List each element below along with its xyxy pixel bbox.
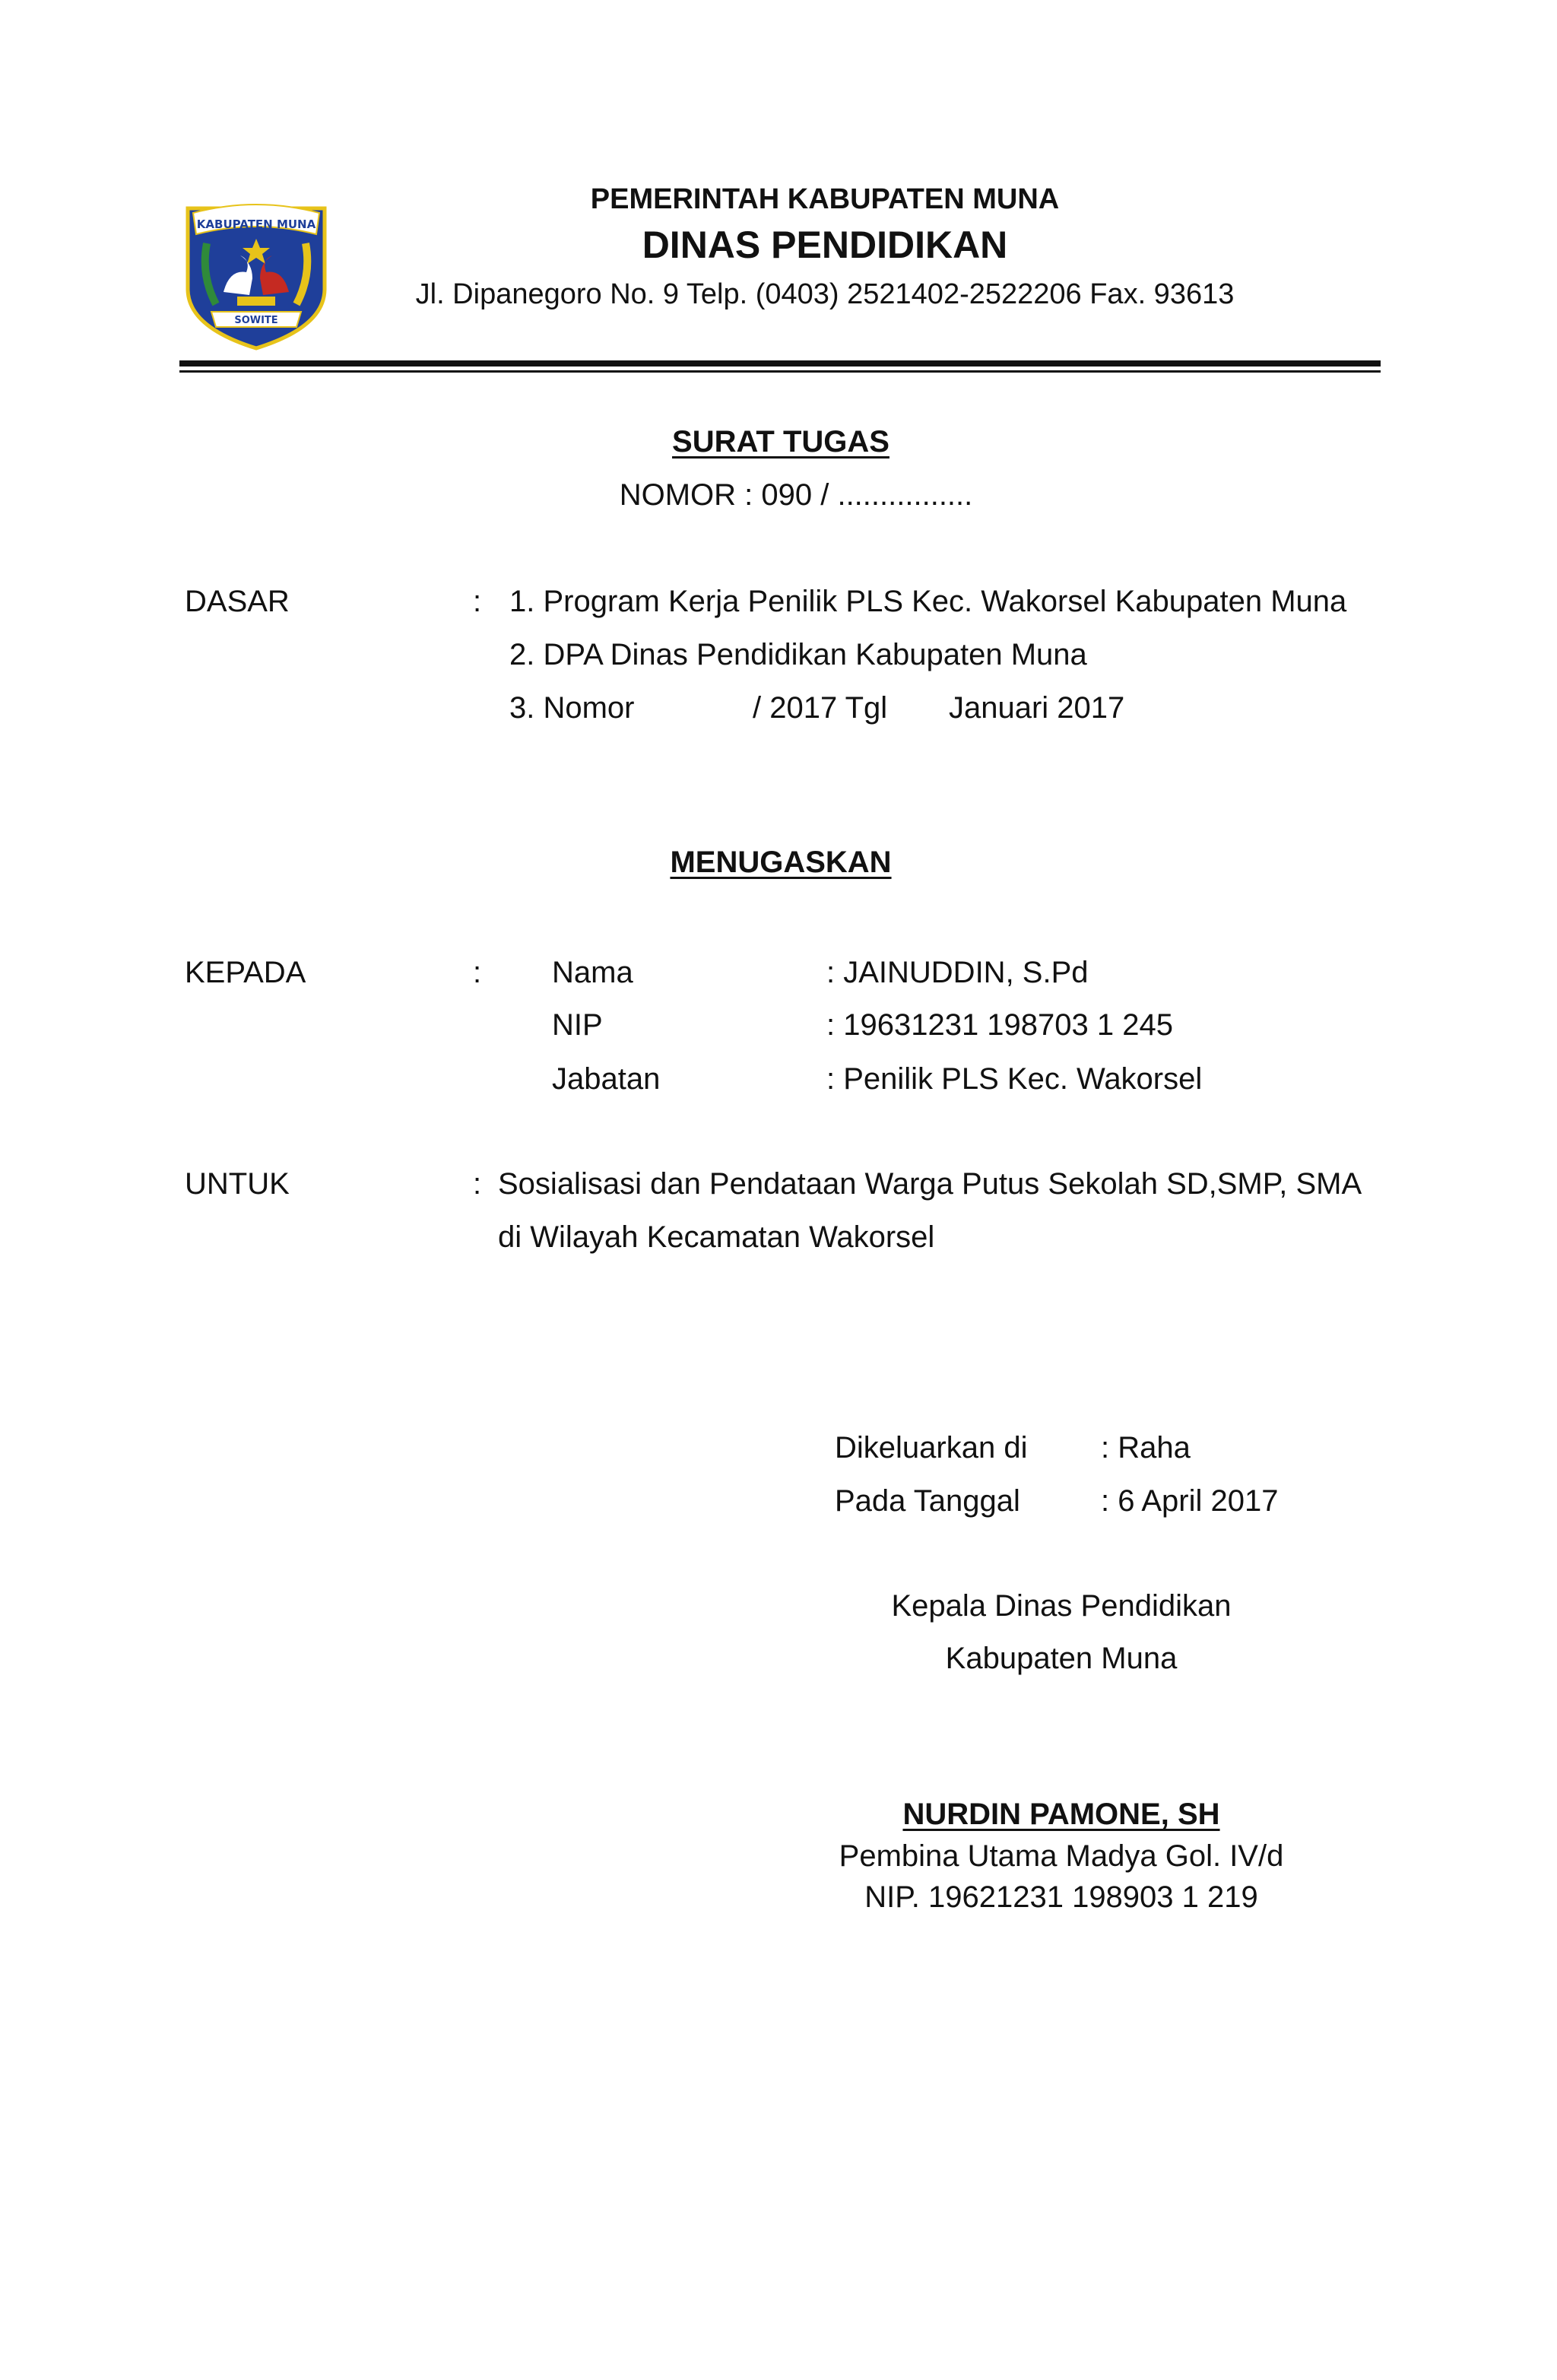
letter-title: SURAT TUGAS (672, 425, 889, 459)
government-name: PEMERINTAH KABUPATEN MUNA (590, 183, 1060, 215)
office-address: Jl. Dipanegoro No. 9 Telp. (0403) 2521402-2522206 Fax. 93613 (415, 278, 1235, 310)
untuk-text-line-1: Sosialisasi dan Pendataan Warga Putus Sekolah SD,SMP, SMA (498, 1167, 1362, 1201)
untuk-colon: : (473, 1167, 482, 1201)
letterhead-rule-thick (179, 360, 1381, 367)
office-name: DINAS PENDIDIKAN (642, 224, 1008, 266)
kepada-value-nip: : 19631231 198703 1 245 (826, 1008, 1173, 1042)
logo-banner-text: KABUPATEN MUNA (196, 217, 316, 231)
kepada-field-jabatan: Jabatan (552, 1062, 661, 1096)
issued-date-value: : 6 April 2017 (1101, 1484, 1279, 1518)
menugaskan-heading: MENUGASKAN (670, 846, 892, 879)
issued-place-label: Dikeluarkan di (835, 1431, 1028, 1464)
dasar-label: DASAR (185, 585, 290, 618)
dasar-colon: : (473, 585, 482, 618)
kepada-field-nip: NIP (552, 1008, 603, 1042)
issued-date-label: Pada Tanggal (835, 1484, 1020, 1518)
kepada-label: KEPADA (185, 956, 306, 989)
issued-place-value: : Raha (1101, 1431, 1191, 1464)
dasar-item-3-date: Januari 2017 (949, 691, 1125, 725)
kepada-colon: : (473, 956, 482, 989)
dasar-item-3-year: / 2017 Tgl (753, 691, 888, 725)
signatory-title-2: Kabupaten Muna (945, 1642, 1178, 1675)
kepada-field-nama: Nama (552, 956, 633, 989)
letter-number: NOMOR : 090 / ................ (619, 478, 973, 512)
kepada-value-jabatan: : Penilik PLS Kec. Wakorsel (826, 1062, 1203, 1096)
signatory-nip: NIP. 19621231 198903 1 219 (864, 1880, 1258, 1914)
signatory-name: NURDIN PAMONE, SH (902, 1798, 1220, 1831)
kepada-value-nama: : JAINUDDIN, S.Pd (826, 956, 1089, 989)
signatory-title-1: Kepala Dinas Pendidikan (891, 1589, 1232, 1623)
untuk-label: UNTUK (185, 1167, 290, 1201)
untuk-text-line-2: di Wilayah Kecamatan Wakorsel (498, 1220, 935, 1254)
signatory-rank: Pembina Utama Madya Gol. IV/d (839, 1839, 1284, 1873)
logo-motto: SOWITE (234, 315, 278, 326)
dasar-item-1: 1. Program Kerja Penilik PLS Kec. Wakorsel Kabupaten Muna (509, 585, 1347, 618)
letterhead-rule-thin (179, 370, 1381, 373)
kabupaten-muna-logo (176, 199, 336, 351)
dasar-item-2: 2. DPA Dinas Pendidikan Kabupaten Muna (509, 638, 1087, 671)
dasar-item-3-number: 3. Nomor (509, 691, 635, 725)
